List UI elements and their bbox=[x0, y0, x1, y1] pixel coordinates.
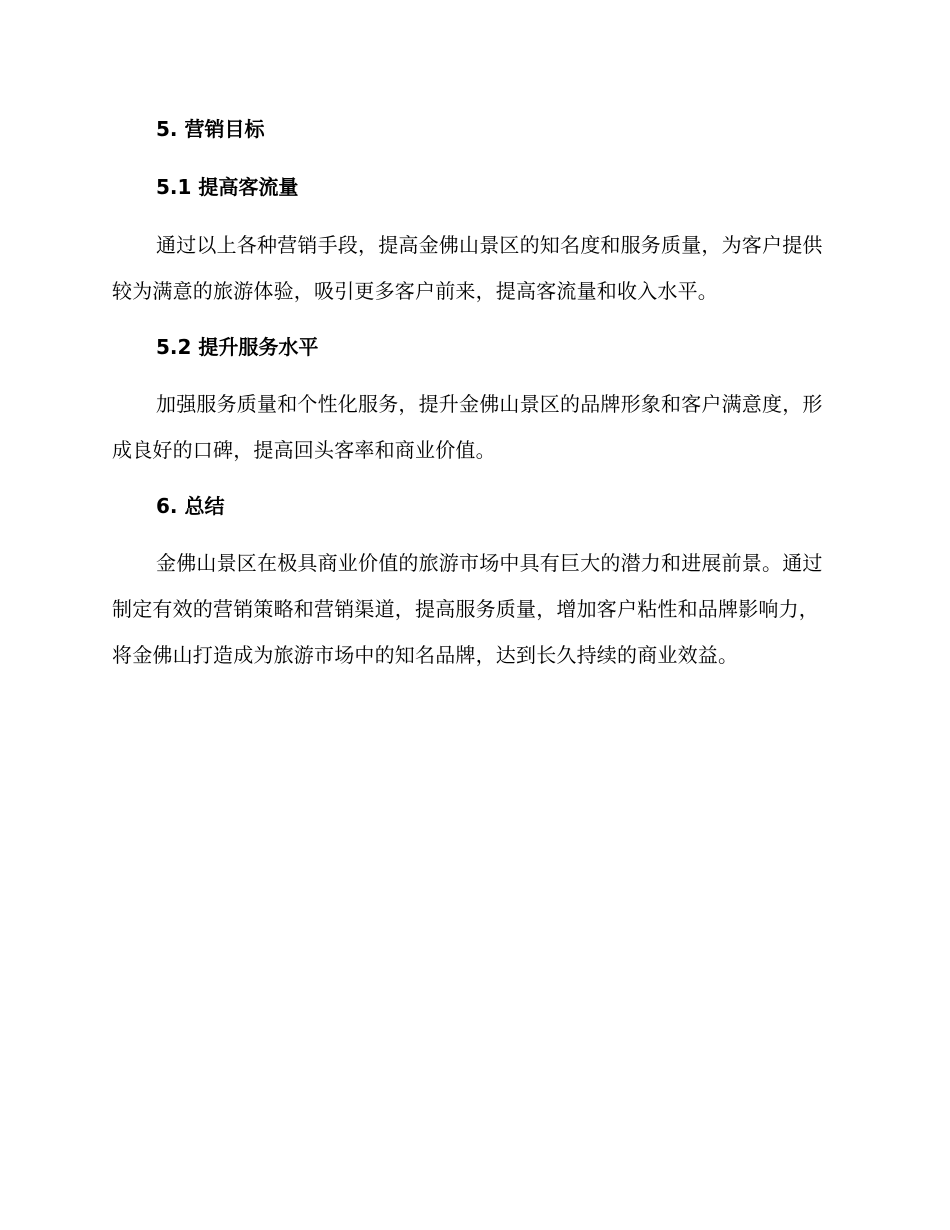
section-5-2-heading: 5.2 提升服务水平 bbox=[156, 335, 319, 359]
section-5-heading: 5. 营销目标 bbox=[156, 117, 265, 141]
section-6-paragraph: 金佛山景区在极具商业价值的旅游市场中具有巨大的潜力和进展前景。通过制定有效的营销策略和营销渠道，提高服务质量，增加客户粘性和品牌影响力，将金佛山打造成为旅游市场中的知名品牌，达到长久持续的商业效益。 bbox=[112, 551, 823, 667]
section-6-heading: 6. 总结 bbox=[156, 494, 225, 518]
section-5-1-paragraph: 通过以上各种营销手段，提高金佛山景区的知名度和服务质量，为客户提供较为满意的旅游体验，吸引更多客户前来，提高客流量和收入水平。 bbox=[112, 233, 823, 303]
section-5-1-heading: 5.1 提高客流量 bbox=[156, 175, 299, 199]
section-5-2-paragraph: 加强服务质量和个性化服务，提升金佛山景区的品牌形象和客户满意度，形成良好的口碑，提高回头客率和商业价值。 bbox=[112, 392, 823, 462]
